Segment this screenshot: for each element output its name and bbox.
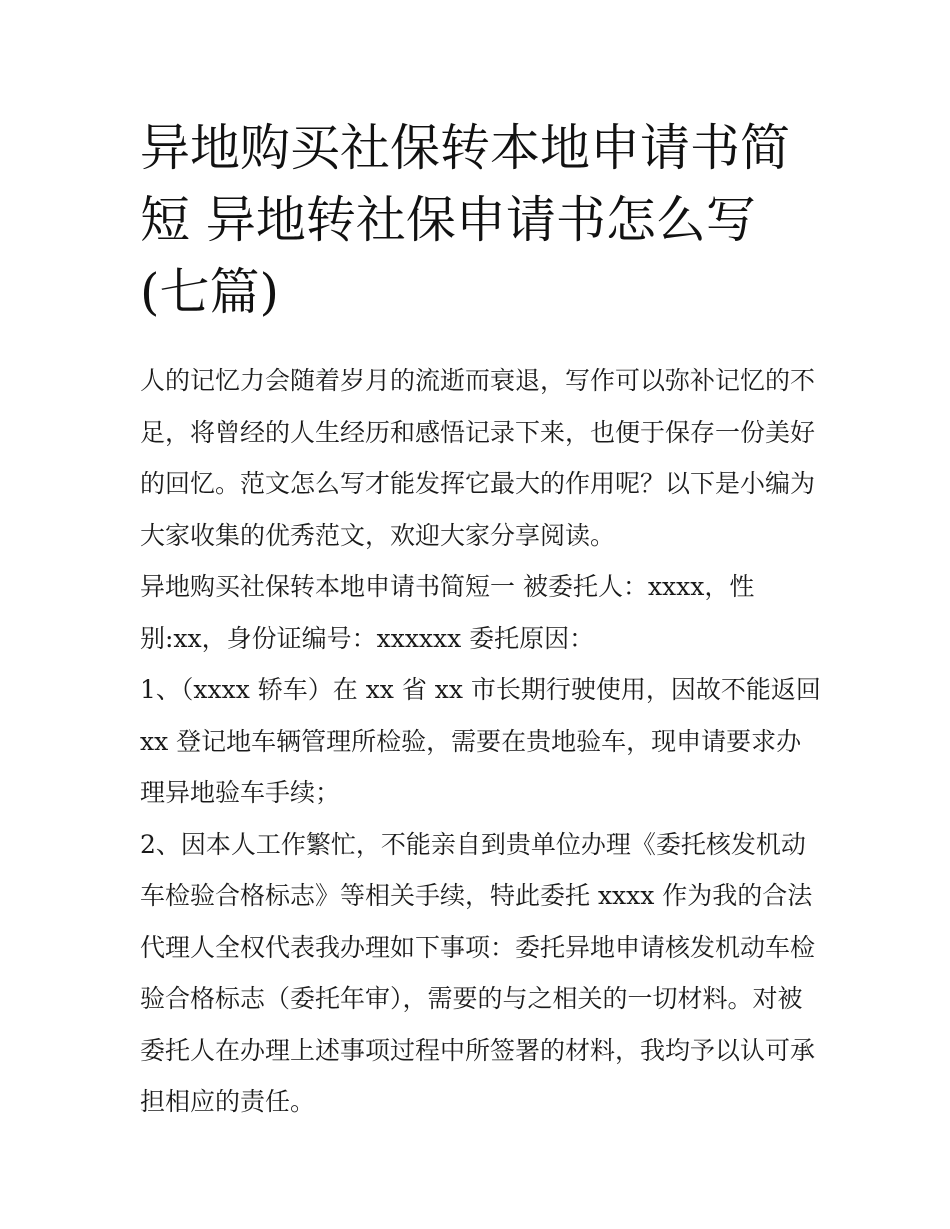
title-line: 短 异地转社保申请书怎么写	[140, 191, 756, 249]
body-line: 人的记忆力会随着岁月的流逝而衰退，写作可以弥补记忆的不	[140, 366, 816, 395]
body-line: 大家收集的优秀范文，欢迎大家分享阅读。	[140, 520, 616, 550]
document-title	[140, 112, 820, 328]
title-line: (七篇)	[140, 263, 280, 321]
body-line: 理异地验车手续；	[140, 778, 341, 807]
body-line: 异地购买社保转本地申请书简短一 被委托人：xxxx，性	[140, 572, 755, 601]
body-line: 担相应的责任。	[140, 1087, 316, 1116]
body-line: 别:xx，身份证编号：xxxxxx 委托原因：	[140, 623, 595, 653]
body-line: 的回忆。范文怎么写才能发挥它最大的作用呢？以下是小编为	[140, 469, 816, 498]
body-line: 代理人全权代表我办理如下事项：委托异地申请核发机动车检	[140, 932, 816, 962]
body-line: 2、因本人工作繁忙，不能亲自到贵单位办理《委托核发机动	[140, 829, 806, 859]
body-line: 足，将曾经的人生经历和感悟记录下来，也便于保存一份美好	[140, 417, 816, 447]
document-body	[140, 355, 820, 1128]
body-line: 车检验合格标志》等相关手续，特此委托 xxxx 作为我的合法	[140, 881, 813, 910]
body-line: xx 登记地车辆管理所检验，需要在贵地验车，现申请要求办	[140, 726, 802, 756]
body-line: 1、（xxxx 轿车）在 xx 省 xx 市长期行驶使用，因故不能返回	[140, 675, 821, 704]
title-line: 异地购买社保转本地申请书简	[140, 119, 790, 177]
body-line: 验合格标志（委托年审），需要的与之相关的一切材料。对被	[140, 984, 803, 1013]
body-line: 委托人在办理上述事项过程中所签署的材料，我均予以认可承	[140, 1035, 816, 1065]
